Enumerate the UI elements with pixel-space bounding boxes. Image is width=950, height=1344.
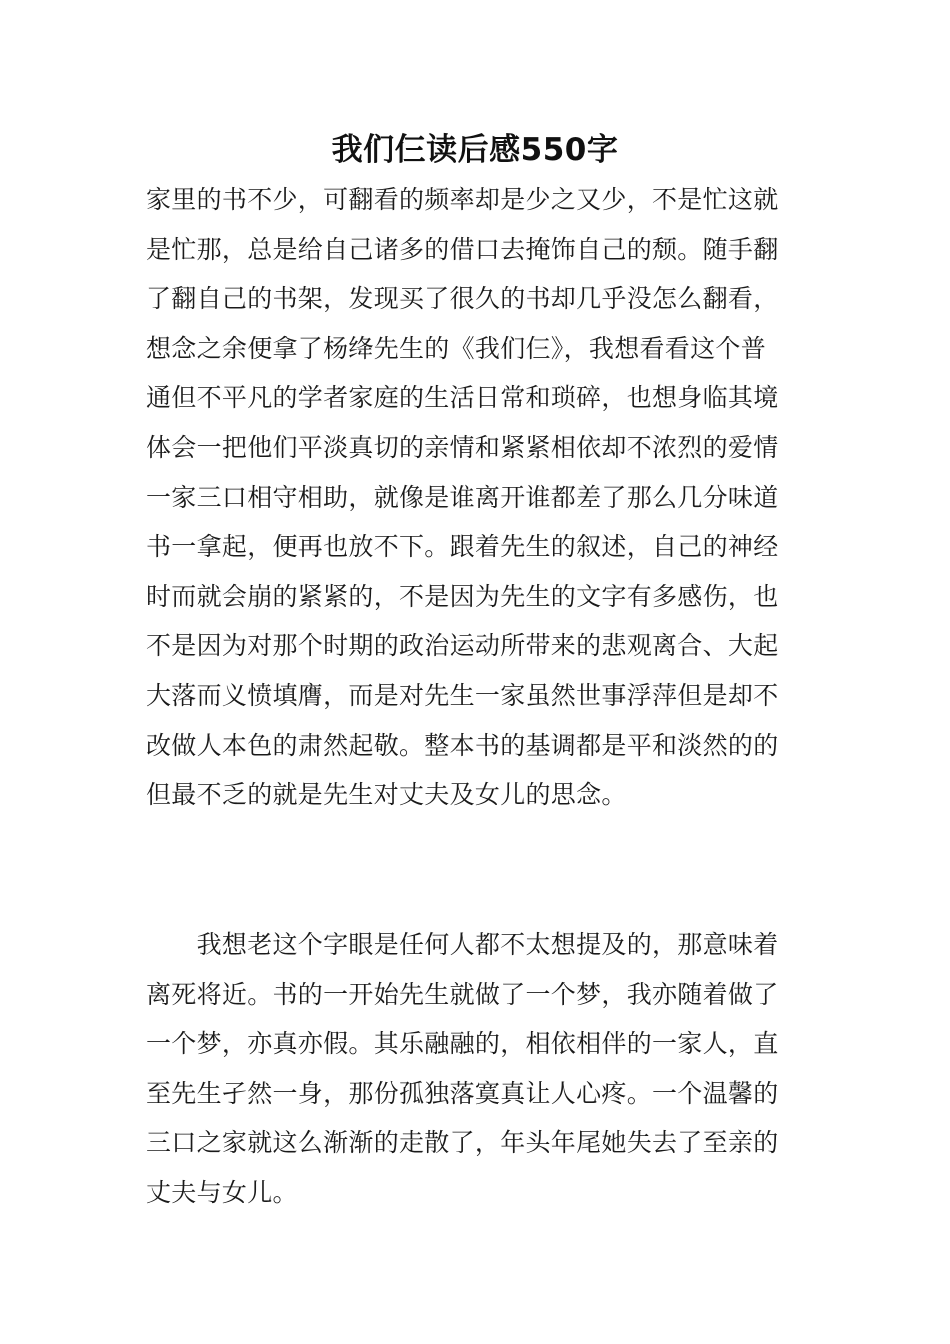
text-line: 通但不平凡的学者家庭的生活日常和琐碎，也想身临其境 [146,383,779,413]
text-line: 了翻自己的书架，发现买了很久的书却几乎没怎么翻看， [146,284,779,314]
text-line: 一个梦，亦真亦假。其乐融融的，相依相伴的一家人，直 [146,1029,779,1059]
text-line: 改做人本色的肃然起敬。整本书的基调都是平和淡然的的 [146,730,779,760]
text-line: 体会一把他们平淡真切的亲情和紧紧相依却不浓烈的爱情 [146,432,779,462]
text-line: 不是因为对那个时期的政治运动所带来的悲观离合、大起 [146,631,779,661]
document-title: 我们仨读后感550字 [331,132,619,168]
text-line: 三口之家就这么渐渐的走散了，年头年尾她失去了至亲的 [146,1128,779,1158]
text-line: 我想老这个字眼是任何人都不太想提及的，那意味着 [146,930,779,959]
text-line: 离死将近。书的一开始先生就做了一个梦，我亦随着做了 [146,979,779,1009]
text-line: 至先生孑然一身，那份孤独落寞真让人心疼。一个温馨的 [146,1078,779,1108]
text-line: 想念之余便拿了杨绛先生的《我们仨》，我想看看这个普 [146,333,767,363]
text-line: 时而就会崩的紧紧的，不是因为先生的文字有多感伤，也 [146,581,779,611]
text-line: 一家三口相守相助，就像是谁离开谁都差了那么几分味道 [146,482,779,512]
text-line: 家里的书不少，可翻看的频率却是少之又少，不是忙这就 [146,185,779,214]
paragraph-2 [146,920,809,1218]
text-line: 但最不乏的就是先生对丈夫及女儿的思念。 [146,780,627,810]
text-line: 丈夫与女儿。 [146,1177,298,1207]
paragraph-1 [146,175,809,820]
text-line: 大落而义愤填膺，而是对先生一家虽然世事浮萍但是却不 [146,680,779,710]
text-line: 书一拿起，便再也放不下。跟着先生的叙述，自己的神经 [146,532,779,562]
text-line: 是忙那，总是给自己诸多的借口去掩饰自己的颓。随手翻 [146,234,779,264]
